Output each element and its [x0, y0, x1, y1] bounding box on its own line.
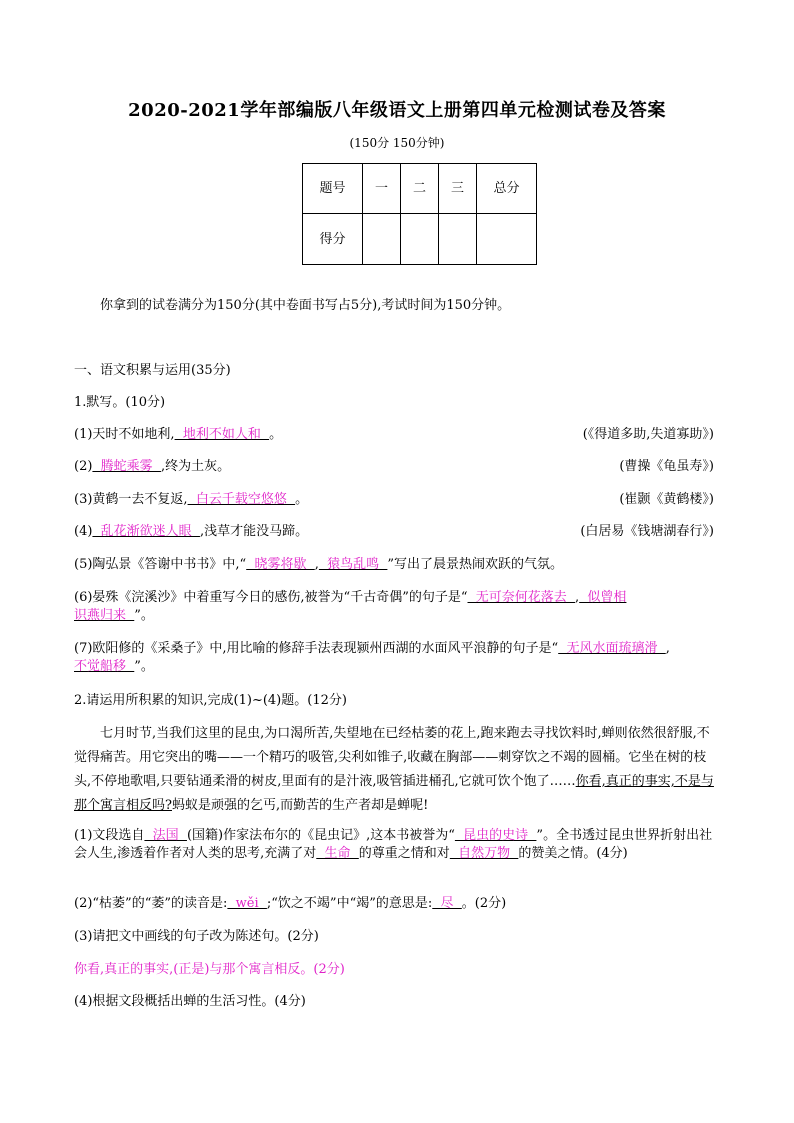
answer-blank: 生命 [316, 846, 359, 861]
answer-blank: 尽 [432, 896, 462, 911]
item-text: ,终为土灰。 [160, 459, 231, 474]
table-cell[interactable] [363, 214, 401, 265]
question-heading: 2.请运用所积累的知识,完成(1)~(4)题。(12分) [74, 693, 347, 708]
dictation-item-7-cont [74, 658, 154, 676]
item-text: (1)文段选自 [74, 828, 145, 843]
item-source: (白居易《钱塘湖春行》) [580, 524, 714, 539]
reading-passage [74, 722, 720, 818]
item-text: (2)“枯萎”的“萎”的读音是: [74, 896, 228, 911]
answer-blank: 自然万物 [449, 846, 519, 861]
exam-intro: 你拿到的试卷满分为150分(其中卷面书写占5分),考试时间为150分钟。 [100, 298, 511, 313]
passage-text: 七月时节,当我们这里的昆虫,为口渴所苦,失望地在已经枯萎的花上,跑来跑去寻找饮料时,蝉则依然很舒服,不觉得痛苦。用它突出的嘴——一个精巧的吸管,尖利如锥子,收藏在胸部——刺穿饮之不竭的圆桶。它坐在树的枝头,不停地歌唱,只要钻通柔滑的树皮,里面有的是汁液,吸管插进桶孔,它就可饮个饱了…… [74, 726, 710, 789]
answer-blank: 似曾相 [579, 590, 627, 605]
table-row-label: 得分 [303, 214, 363, 265]
answer-text: 你看,真正的事实,(正是)与那个寓言相反。(2分) [74, 962, 345, 977]
table-cell[interactable] [401, 214, 439, 265]
item-text: ,浅草才能没马蹄。 [199, 524, 309, 539]
table-header-cell: 二 [401, 164, 439, 214]
dictation-item-6 [74, 589, 626, 607]
item-text: (5)陶弘景《答谢中书书》中,“ [74, 557, 247, 572]
item-text: (7)欧阳修的《采桑子》中,用比喻的修辞手法表现颍州西湖的水面风平浪静的句子是“ [74, 641, 559, 656]
item-text: 。(2分) [461, 896, 507, 911]
item-text: (1)天时不如地利, [74, 427, 175, 442]
item-text: ”。 [134, 659, 154, 674]
item-text: (4) [74, 524, 93, 539]
sub-question-3: (3)请把文中画线的句子改为陈述句。(2分) [74, 929, 319, 944]
item-text: ”。 [134, 608, 154, 623]
answer-blank: 无可奈何花落去 [467, 590, 576, 605]
item-text: (国籍)作家法布尔的《昆虫记》,这本书被誉为“ [186, 828, 455, 843]
page-title: 2020-2021学年部编版八年级语文上册第四单元检测试卷及答案 [128, 100, 666, 121]
sub-question-2 [74, 895, 506, 913]
item-text: ”。全书透过昆虫世界折射出社会人生,渗透着作者对人类的思考,充满了对 [74, 828, 713, 861]
dictation-item-3 [74, 491, 308, 509]
sub-question-1 [74, 827, 720, 863]
item-text: , [314, 557, 319, 572]
score-table [302, 163, 537, 265]
answer-blank: 法国 [144, 828, 187, 843]
dictation-item-5 [74, 556, 563, 574]
dictation-item-4 [74, 523, 308, 541]
item-text: 。 [269, 427, 283, 442]
sub-question-4: (4)根据文段概括出蝉的生活习性。(4分) [74, 994, 306, 1009]
item-text: (3)黄鹤一去不复返, [74, 492, 188, 507]
item-text: ”写出了晨景热闹欢跃的气氛。 [387, 557, 564, 572]
table-header-cell: 总分 [477, 164, 537, 214]
answer-blank: 昆虫的史诗 [454, 828, 537, 843]
answer-blank: 白云千载空悠悠 [187, 492, 296, 507]
answer-blank: 识燕归来 [74, 608, 135, 623]
item-source: (《得道多助,失道寡助》) [582, 427, 714, 442]
exam-info: (150分 150分钟) [349, 136, 445, 150]
answer-blank: 不觉船移 [74, 659, 135, 674]
item-text: , [665, 641, 670, 656]
item-source: (崔颢《黄鹤楼》) [619, 492, 714, 507]
item-text: (6)晏殊《浣溪沙》中着重写今日的感伤,被誉为“千古奇偶”的句子是“ [74, 590, 468, 605]
passage-text: 蚂蚁是顽强的乞丐,而勤苦的生产者却是蝉呢! [171, 798, 429, 813]
dictation-item-1 [74, 426, 282, 444]
item-text: , [575, 590, 580, 605]
table-cell[interactable] [439, 214, 477, 265]
answer-blank: 无风水面琉璃滑 [558, 641, 666, 656]
table-cell[interactable] [477, 214, 537, 265]
table-header-cell: 题号 [303, 164, 363, 214]
answer-blank: wěi [227, 896, 267, 911]
item-text: ;“饮之不竭”中“竭”的意思是: [266, 896, 433, 911]
item-text: 。 [295, 492, 309, 507]
dictation-item-6-cont [74, 607, 154, 625]
section-heading: 一、语文积累与运用(35分) [74, 363, 231, 378]
table-header-cell: 三 [439, 164, 477, 214]
item-text: 的尊重之情和对 [358, 846, 450, 861]
underlined-sentence: 你看,真正的事实,不是与那个寓言相反吗? [74, 774, 714, 813]
answer-blank: 地利不如人和 [174, 427, 270, 442]
item-source: (曹操《龟虽寿》) [619, 459, 714, 474]
table-header-cell: 一 [363, 164, 401, 214]
answer-blank: 晓雾将歇 [246, 557, 315, 572]
item-text: 的赞美之情。(4分) [518, 846, 628, 861]
dictation-item-7 [74, 640, 670, 658]
question-heading: 1.默写。(10分) [74, 395, 166, 410]
item-text: (2) [74, 459, 93, 474]
answer-blank: 乱花渐欲迷人眼 [92, 524, 200, 539]
answer-blank: 猿鸟乱鸣 [318, 557, 388, 572]
dictation-item-2 [74, 458, 230, 476]
answer-blank: 腾蛇乘雾 [92, 459, 161, 474]
